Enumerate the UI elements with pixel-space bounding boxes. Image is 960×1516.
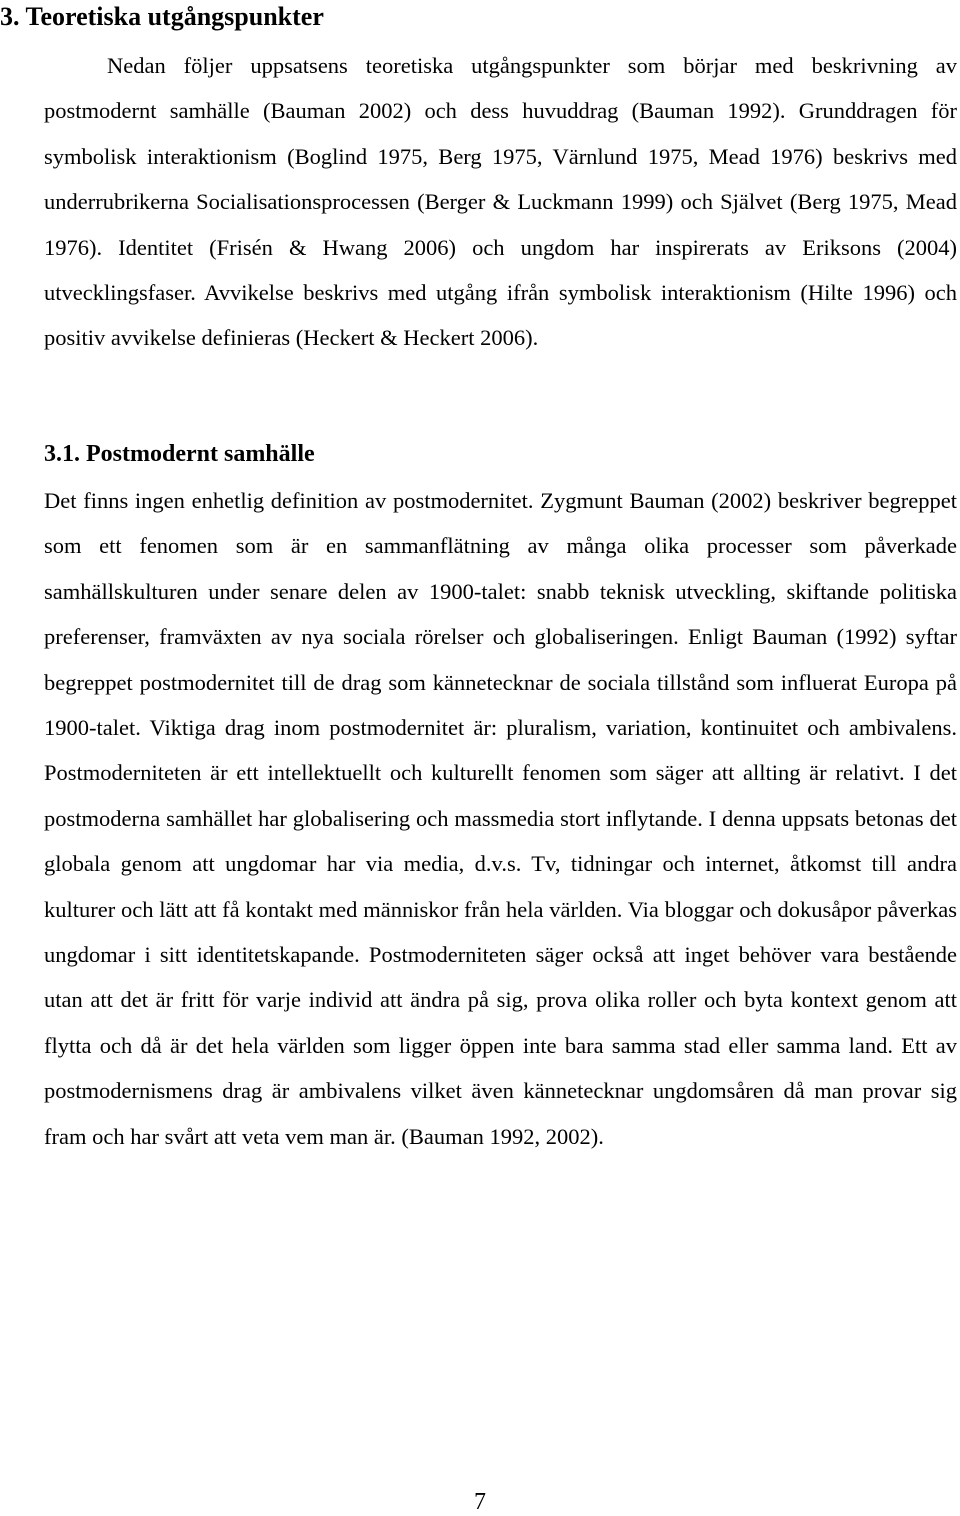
subsection-heading: 3.1. Postmodernt samhälle <box>44 441 315 467</box>
intro-paragraph: Nedan följer uppsatsens teoretiska utgångspunkter som börjar med beskrivning av postmodernt samhälle (Bauman 2002) och dess huvuddrag (Bauman 1992). Grunddragen för symbolisk interaktionism (Boglind 1975, Berg 1975, Värnlund 1975, Mead 1976) beskrivs med underrubrikerna Socialisationsprocessen (Berger & Luckmann 1999) och Självet (Berg 1975, Mead 1976). Identitet (Frisén & Hwang 2006) och ungdom har inspirerats av Eriksons (2004) utvecklingsfaser. Avvikelse beskrivs med utgång ifrån symbolisk interaktionism (Hilte 1996) och positiv avvikelse definieras (Heckert & Heckert 2006). <box>44 53 957 351</box>
section-heading: 3. Teoretiska utgångspunkter <box>0 2 324 31</box>
page-number: 7 <box>474 1489 486 1515</box>
subsection-paragraph: Det finns ingen enhetlig definition av postmodernitet. Zygmunt Bauman (2002) beskriver begreppet som ett fenomen som är en sammanflätning av många olika processer som påverkade samhällskulturen under senare delen av 1900-talet: snabb teknisk utveckling, skiftande politiska preferenser, framväxten av nya sociala rörelser och globaliseringen. Enligt Bauman (1992) syftar begreppet postmodernitet till de drag som kännetecknar de sociala tillstånd som influerat Europa på 1900-talet. Viktiga drag inom postmodernitet är: pluralism, variation, kontinuitet och ambivalens. Postmoderniteten är ett intellektuellt och kulturellt fenomen som säger att allting är relativt. I det postmoderna samhället har globalisering och massmedia stort inflytande. I denna uppsats betonas det globala genom att ungdomar har via media, d.v.s. Tv, tidningar och internet, åtkomst till andra kulturer och lätt att få kontakt med människor från hela världen. Via bloggar och dokusåpor påverkas ungdomar i sitt identitetskapande. Postmoderniteten säger också att inget behöver vara bestående utan att det är fritt för varje individ att ändra på sig, prova olika roller och byta kontext genom att flytta och då är det hela världen som ligger öppen inte bara samma stad eller samma land. Ett av postmodernismens drag är ambivalens vilket även kännetecknar ungdomsåren då man provar sig fram och har svårt att veta vem man är. (Bauman 1992, 2002). <box>44 488 957 1149</box>
